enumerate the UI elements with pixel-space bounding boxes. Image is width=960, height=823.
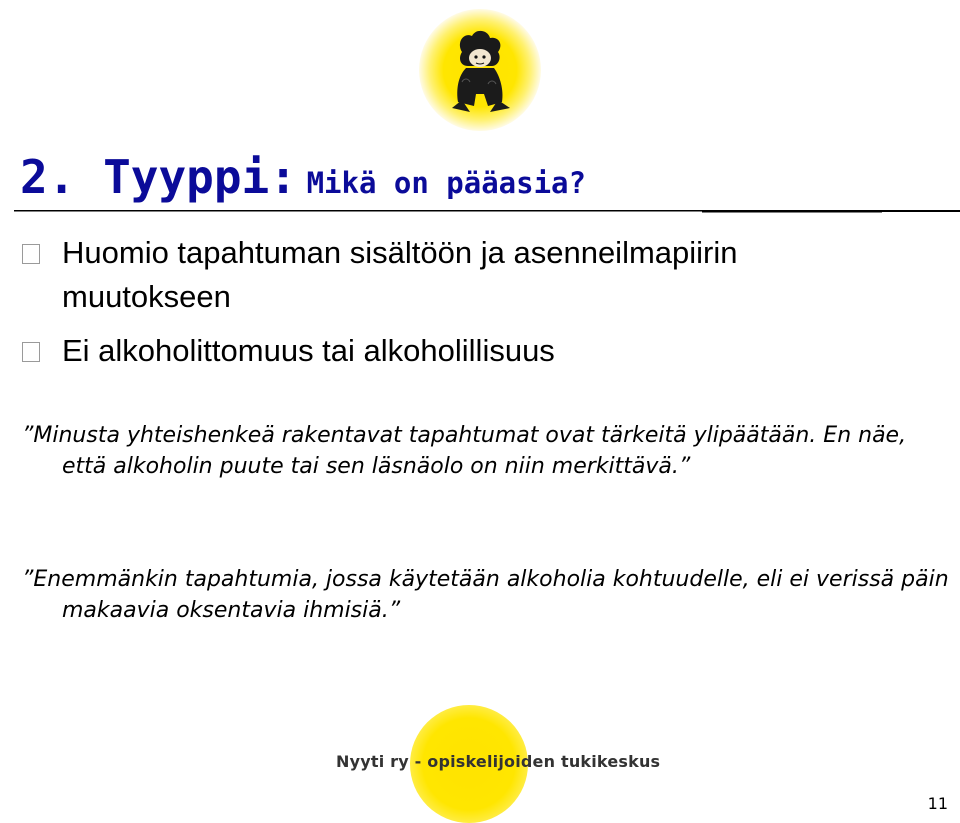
slide-title: [20, 150, 586, 204]
footer-organization: Nyyti ry - opiskelijoiden tukikeskus: [336, 752, 661, 771]
bullet-text: Huomio tapahtuman sisältöön ja asenneilmapiirin muutokseen: [62, 235, 738, 314]
quote-text: ”Minusta yhteishenkeä rakentavat tapahtumat ovat tärkeitä ylipäätään. En näe, että alkoholin puute tai sen läsnäolo on niin merkittävä.”: [22, 423, 907, 479]
bullet-text: Ei alkoholittomuus tai alkoholillisuus: [62, 333, 555, 368]
title-sub: Mikä on pääasia?: [306, 166, 586, 200]
title-main: 2. Tyyppi:: [20, 150, 297, 204]
empty-square-icon: [22, 342, 40, 362]
bullet-item: [22, 231, 762, 319]
quote-block: [22, 420, 957, 482]
page-number: 11: [927, 794, 948, 813]
empty-square-icon: [22, 244, 40, 264]
quote-text: ”Enemmänkin tapahtumia, jossa käytetään alkoholia kohtuudelle, eli ei verissä päin makaavia oksentavia ihmisiä.”: [22, 567, 949, 623]
quote-block: [22, 564, 957, 626]
title-underline: [14, 210, 960, 213]
sun-with-figure-icon: [418, 8, 542, 132]
bullet-item: [22, 329, 762, 373]
